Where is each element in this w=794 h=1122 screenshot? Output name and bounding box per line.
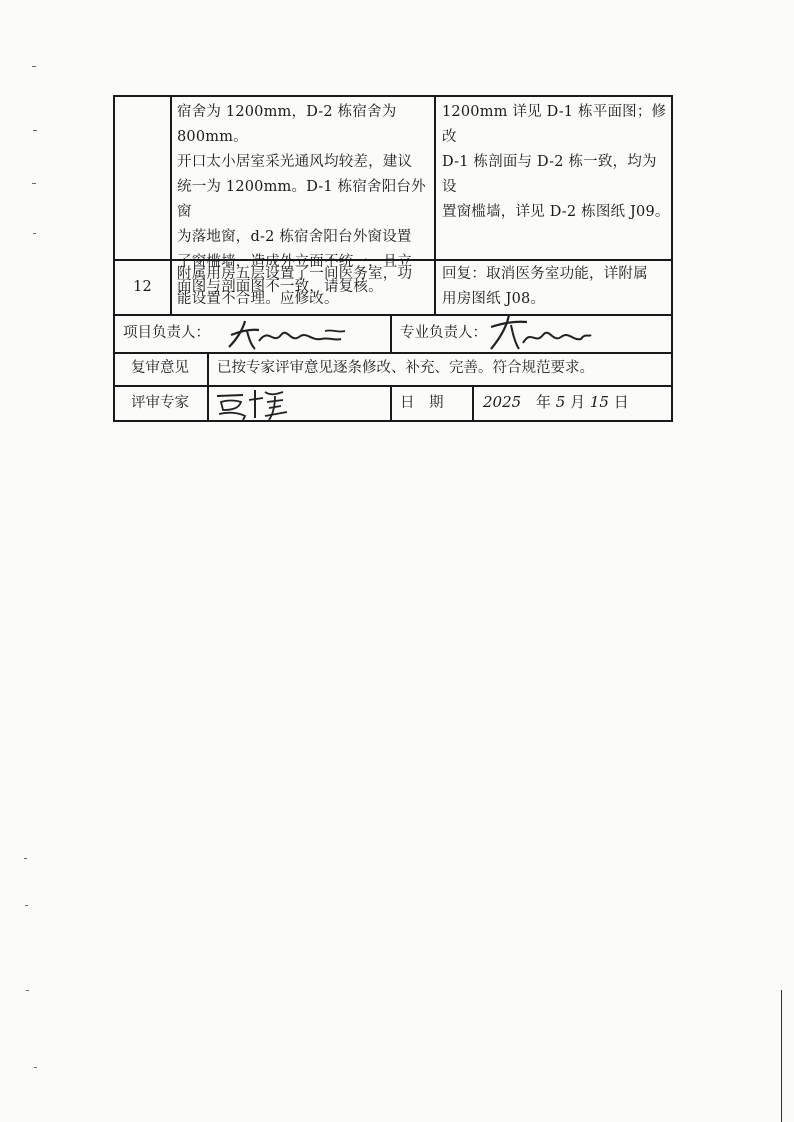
- review-opinion-text: 已按专家评审意见逐条修改、补充、完善。符合规范要求。: [217, 360, 594, 376]
- scan-speck: [24, 858, 27, 859]
- review-expert-label: 评审专家: [131, 395, 189, 411]
- table-rule: [207, 352, 209, 422]
- date-year-unit: 年: [535, 393, 551, 411]
- scan-speck: [25, 905, 28, 906]
- date-day-unit: 日: [613, 393, 629, 411]
- scan-speck: [33, 130, 37, 131]
- table-rule: [113, 95, 673, 97]
- review-expert-signature: [213, 386, 293, 422]
- text-line: 面图与剖面图不一致，请复核。: [177, 279, 383, 295]
- text-line: D-1 栋剖面与 D-2 栋一致，均为设: [442, 154, 657, 195]
- table-rule: [170, 95, 172, 316]
- table-rule: [390, 385, 392, 422]
- text-line: 1200mm 详见 D-1 栋平面图；修改: [442, 104, 667, 145]
- text-line: 置窗槛墙，详见 D-2 栋图纸 J09。: [442, 204, 670, 220]
- scan-speck: [26, 990, 29, 991]
- date-label: 日 期: [400, 395, 444, 411]
- project-lead-signature: [225, 317, 355, 351]
- text-line: 了窗槛墙，造成外立面不统一，且立: [177, 254, 413, 270]
- row-number: 12: [133, 279, 152, 295]
- scan-edge-line: [781, 990, 782, 1122]
- table-rule: [472, 385, 474, 422]
- date-month: 5: [555, 393, 566, 411]
- date-day: 15: [589, 393, 609, 411]
- table-rule: [113, 420, 673, 422]
- project-lead-label: 项目负责人：: [123, 325, 210, 341]
- scan-speck: [32, 66, 36, 67]
- table-rule: [390, 314, 392, 354]
- review-opinion-label: 复审意见: [131, 360, 189, 376]
- signed-date: [483, 392, 629, 412]
- scan-speck: [34, 1067, 37, 1068]
- text-line: 回复：取消医务室功能，详附属: [442, 266, 648, 282]
- reply-text: [442, 100, 670, 225]
- text-line: 统一为 1200mm。D-1 栋宿舍阳台外窗: [177, 179, 426, 220]
- table-rule: [113, 385, 673, 387]
- text-line: 能设置不合理。应修改。: [177, 291, 339, 307]
- reply-text: [442, 262, 670, 312]
- text-line: 开口太小居室采光通风均较差，建议: [177, 154, 413, 170]
- date-year: 2025: [483, 393, 522, 411]
- scan-speck: [33, 233, 36, 234]
- row-number: [115, 97, 170, 259]
- text-line: 用房图纸 J08。: [442, 291, 546, 307]
- text-line: 宿舍为 1200mm，D-2 栋宿舍为 800mm。: [177, 104, 397, 145]
- review-table: [113, 95, 673, 422]
- discipline-lead-signature: [485, 313, 595, 353]
- issue-text: [177, 262, 435, 312]
- discipline-lead-label: 专业负责人：: [400, 325, 487, 341]
- date-month-unit: 月: [570, 393, 586, 411]
- table-rule: [671, 95, 673, 422]
- scan-speck: [32, 183, 36, 184]
- text-line: 为落地窗，d-2 栋宿舍阳台外窗设置: [177, 229, 412, 245]
- text-line: 附属用房五层设置了一间医务室，功: [177, 266, 413, 282]
